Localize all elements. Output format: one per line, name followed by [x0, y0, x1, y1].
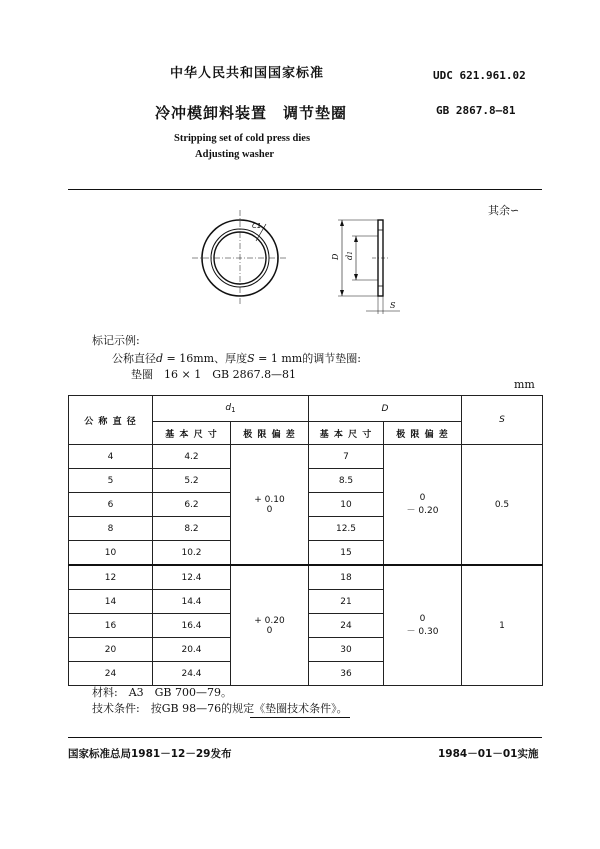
header-d1-basic: 基 本 尺 寸	[153, 422, 231, 445]
document-title-en-1: Stripping set of cold press dies	[174, 133, 311, 144]
D-deviation-group-1: 0 － 0.20	[384, 445, 462, 566]
marking-line-1: 公称直径d = 16mm、厚度S = 1 mm的调节垫圈:	[112, 352, 361, 365]
chamfer-label: C1	[252, 222, 262, 230]
unit-label: mm	[514, 378, 535, 391]
udc-number: UDC 621.961.02	[433, 69, 526, 82]
marking-line-2: 垫圈 16 × 1 GB 2867.8—81	[131, 368, 297, 381]
table-row: 14 14.4 21	[69, 590, 543, 614]
table-row: 5 5.2 8.5	[69, 469, 543, 493]
header-S: S	[462, 396, 543, 445]
issued-date: 国家标准总局1981－12－29发布	[68, 748, 232, 760]
dimension-table	[68, 395, 543, 686]
header-d1-deviation: 极 限 偏 差	[231, 422, 309, 445]
header-d1: $d_1$	[153, 396, 309, 422]
header-D-basic: 基 本 尺 寸	[309, 422, 384, 445]
surface-roughness-note: 其余∽	[488, 204, 520, 217]
table-row: 24 24.4 36	[69, 662, 543, 686]
washer-front-view	[192, 210, 288, 306]
marking-heading: 标记示例:	[92, 334, 140, 347]
d1-deviation-group-1: + 0.10 0	[231, 445, 309, 566]
d1-deviation-group-2: + 0.20 0	[231, 565, 309, 686]
table-row: 10 10.2 15	[69, 541, 543, 566]
washer-drawing	[190, 208, 420, 318]
table-row: 6 6.2 10	[69, 493, 543, 517]
dimension-d1-label: d1	[345, 251, 354, 260]
material-note: 材料: A3 GB 700—79。	[92, 686, 233, 699]
footer-rule	[68, 737, 542, 738]
header-nominal-diameter: 公 称 直 径	[69, 396, 153, 445]
header-D-deviation: 极 限 偏 差	[384, 422, 462, 445]
roughness-symbol-icon: ∽	[510, 204, 520, 217]
document-title-cn: 冷冲模卸料装置 调节垫圈	[155, 104, 348, 122]
S-value-group-1: 0.5	[462, 445, 543, 566]
table-row: 20 20.4 30	[69, 638, 543, 662]
technical-conditions-note: 技术条件: 按GB 98—76的规定《垫圈技术条件》。	[92, 702, 348, 715]
D-deviation-group-2: 0 － 0.30	[384, 565, 462, 686]
notes-end-rule	[250, 717, 350, 718]
header-rule	[68, 189, 542, 190]
table-row: 12 12.4 + 0.20 0 18 0 － 0.30 1	[69, 565, 543, 590]
washer-side-view	[338, 220, 400, 314]
header-D: D	[309, 396, 462, 422]
S-value-group-2: 1	[462, 565, 543, 686]
table-row: 4 4.2 + 0.10 0 7 0 － 0.20 0.5	[69, 445, 543, 469]
table-row: 8 8.2 12.5	[69, 517, 543, 541]
dimension-S-label: S	[390, 301, 396, 310]
standard-heading: 中华人民共和国国家标准	[170, 66, 325, 81]
gb-number: GB 2867.8—81	[436, 104, 516, 117]
dimension-D-label: D	[331, 253, 340, 260]
table-row: 16 16.4 24	[69, 614, 543, 638]
document-title-en-2: Adjusting washer	[195, 149, 275, 160]
effective-date: 1984－01－01实施	[438, 748, 539, 760]
